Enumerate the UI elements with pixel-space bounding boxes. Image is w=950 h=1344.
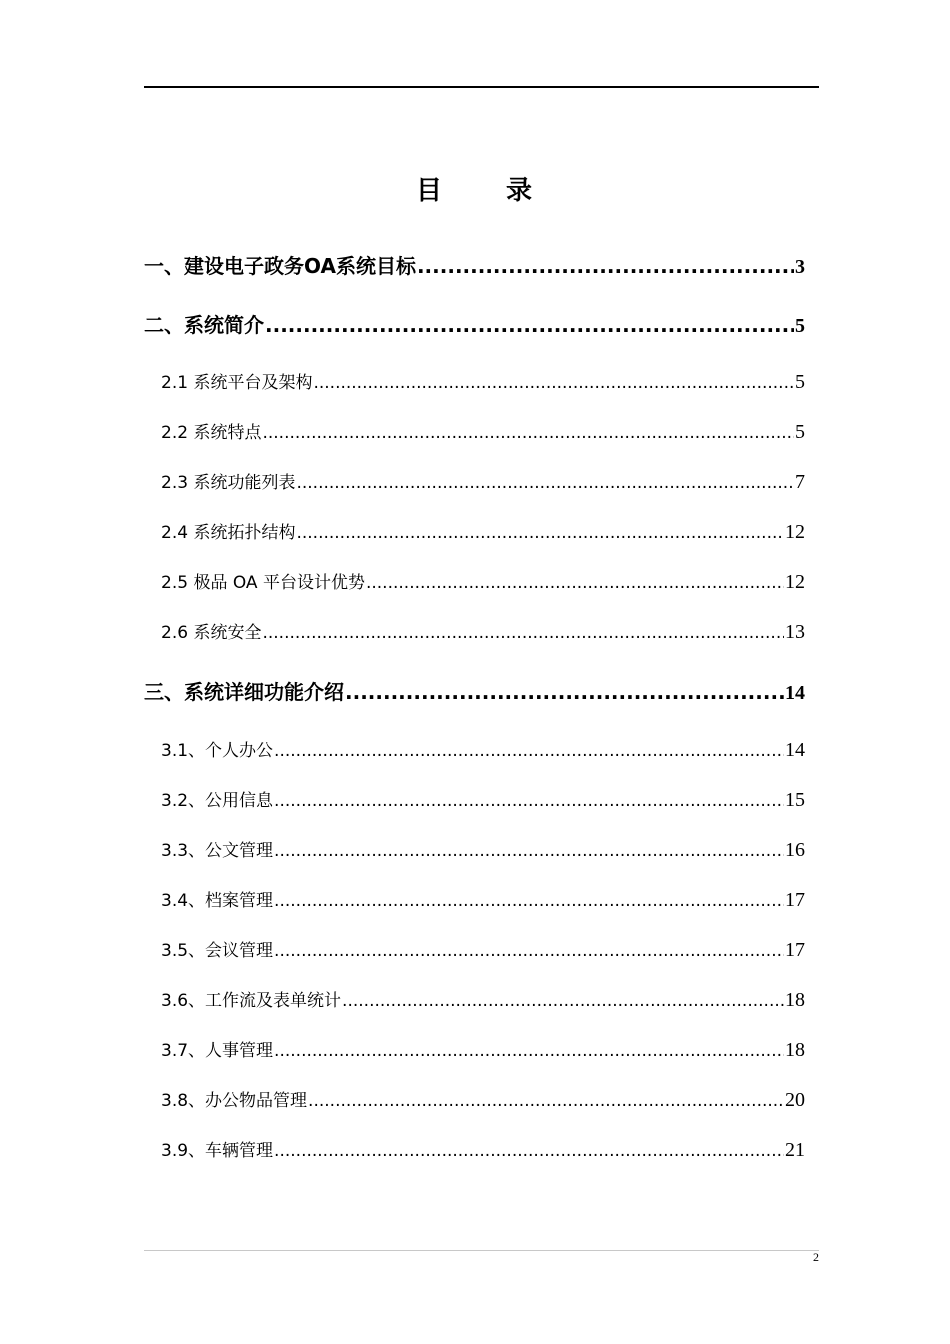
toc-entry-page: 15 — [785, 789, 805, 811]
toc-entry-page: 20 — [785, 1089, 805, 1111]
page-number: 2 — [813, 1250, 819, 1264]
toc-entry-2-4[interactable] — [161, 518, 805, 544]
toc-entry-text: 二、系统简介 — [144, 313, 264, 337]
toc-entry-page: 3 — [795, 256, 805, 278]
toc-entry-page: 13 — [785, 621, 805, 643]
toc-entry-text: 2.3 系统功能列表 — [161, 473, 296, 493]
toc-title-char-1: 目 — [415, 176, 444, 206]
toc-entry-3-5[interactable] — [161, 936, 805, 962]
toc-entry-text: 2.1 系统平台及架构 — [161, 373, 313, 393]
toc-entry-text: 3.7、人事管理 — [161, 1041, 274, 1061]
toc-entry-text: 三、系统详细功能介绍 — [144, 680, 344, 704]
toc-entry-page: 21 — [785, 1139, 805, 1161]
toc-entry-3-8[interactable] — [161, 1086, 805, 1112]
toc-entry-3-4[interactable] — [161, 886, 805, 912]
toc-entry-text: 3.5、会议管理 — [161, 941, 274, 961]
toc-title-char-2: 录 — [506, 176, 535, 206]
toc-entry-page: 18 — [785, 989, 805, 1011]
toc-entry-2-1[interactable] — [161, 368, 805, 394]
toc-entry-text: 3.2、公用信息 — [161, 791, 274, 811]
toc-entry-page: 14 — [785, 682, 805, 704]
toc-entry-3-7[interactable] — [161, 1036, 805, 1062]
header-rule — [144, 86, 819, 88]
toc-entry-page: 17 — [785, 939, 805, 961]
toc-entry-text: 3.9、车辆管理 — [161, 1141, 274, 1161]
toc-entry-3-3[interactable] — [161, 836, 805, 862]
toc-entry-text: 2.2 系统特点 — [161, 423, 262, 443]
toc-entry-1[interactable] — [144, 250, 805, 279]
toc-entry-3-2[interactable] — [161, 786, 805, 812]
toc-entry-text: 2.4 系统拓扑结构 — [161, 523, 296, 543]
toc-entry-page: 17 — [785, 889, 805, 911]
toc-entry-text: 3.3、公文管理 — [161, 841, 274, 861]
toc-entry-3[interactable] — [144, 676, 805, 705]
toc-entry-2-5[interactable] — [161, 568, 805, 594]
toc-entry-text: 3.6、工作流及表单统计 — [161, 991, 342, 1011]
toc-entry-text: 3.4、档案管理 — [161, 891, 274, 911]
toc-entry-page: 5 — [795, 371, 805, 393]
toc-entry-3-1[interactable] — [161, 736, 805, 762]
toc-entry-text: 一、建设电子政务OA系统目标 — [144, 254, 416, 278]
toc-entry-3-9[interactable] — [161, 1136, 805, 1162]
toc-title — [0, 170, 950, 207]
toc-entry-page: 18 — [785, 1039, 805, 1061]
toc-entry-page: 14 — [785, 739, 805, 761]
toc-entry-page: 16 — [785, 839, 805, 861]
toc-entry-2-6[interactable] — [161, 618, 805, 644]
toc-entry-text: 2.6 系统安全 — [161, 623, 262, 643]
toc-entry-page: 12 — [785, 571, 805, 593]
toc-entry-text: 3.1、个人办公 — [161, 741, 274, 761]
toc-entry-text: 2.5 极品 OA 平台设计优势 — [161, 573, 365, 593]
toc-entry-page: 12 — [785, 521, 805, 543]
toc-entry-3-6[interactable] — [161, 986, 805, 1012]
toc-entry-2-3[interactable] — [161, 468, 805, 494]
toc-entry-page: 5 — [795, 315, 805, 337]
toc-entry-2[interactable] — [144, 309, 805, 338]
toc-entry-text: 3.8、办公物品管理 — [161, 1091, 308, 1111]
toc-entry-page: 5 — [795, 421, 805, 443]
footer-rule — [144, 1250, 819, 1251]
toc-entry-2-2[interactable] — [161, 418, 805, 444]
toc-entry-page: 7 — [795, 471, 805, 493]
